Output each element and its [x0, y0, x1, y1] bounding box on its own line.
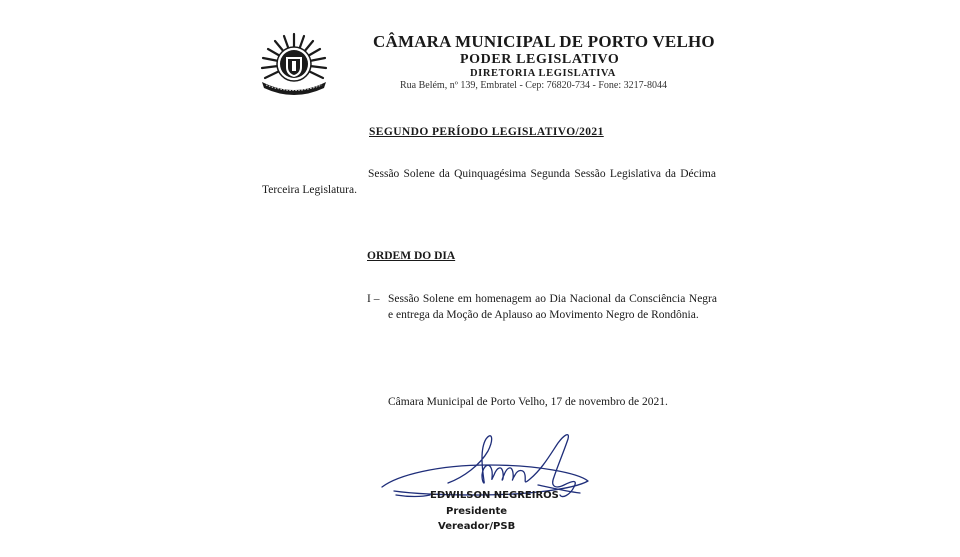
agenda-item-text: Sessão Solene em homenagem ao Dia Nacional da Consciência Negra e entrega da Moção de Aplauso ao Movimento Negro de Rondônia. [388, 293, 717, 321]
agenda-title: ORDEM DO DIA [367, 250, 456, 262]
signatory-party: Vereador/PSB [438, 521, 516, 532]
chamber-seal-logo [258, 30, 330, 98]
directorate-label: DIRETORIA LEGISLATIVA [470, 68, 616, 79]
address-line: Rua Belém, nº 139, Embratel - Cep: 76820-734 - Fone: 3217-8044 [400, 80, 667, 91]
period-title: SEGUNDO PERÍODO LEGISLATIVO/2021 [369, 126, 604, 138]
place-and-date: Câmara Municipal de Porto Velho, 17 de novembro de 2021. [388, 396, 668, 408]
signatory-name: EDWILSON NEGREIROS [430, 490, 559, 501]
legislative-power-label: PODER LEGISLATIVO [460, 52, 620, 67]
agenda-item-number: I – [367, 293, 380, 305]
agenda-item [367, 292, 717, 323]
signatory-role: Presidente [446, 506, 508, 517]
chamber-name: CÂMARA MUNICIPAL DE PORTO VELHO [373, 32, 715, 51]
session-description: Sessão Solene da Quinquagésima Segunda Sessão Legislativa da Décima Terceira Legislatura. [262, 168, 716, 196]
